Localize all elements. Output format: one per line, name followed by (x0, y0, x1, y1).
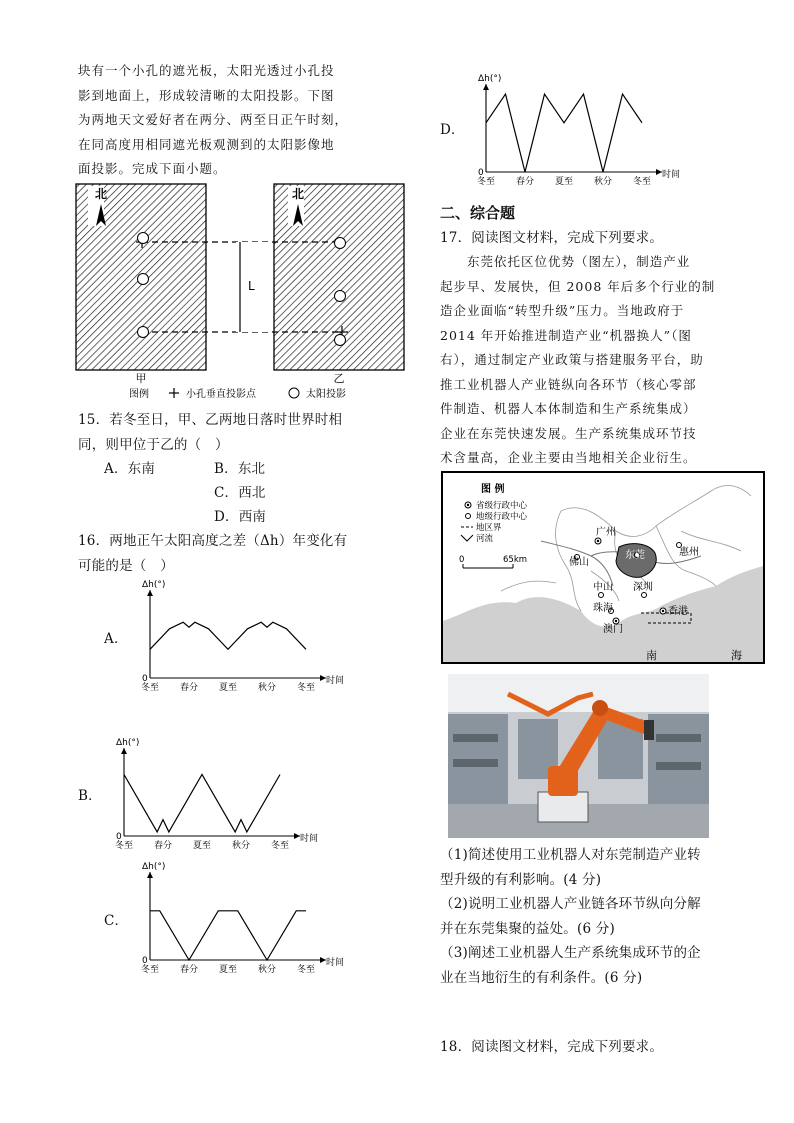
svg-text:省级行政中心: 省级行政中心 (476, 501, 528, 511)
q17-line: 件制造、机器人本体制造和生产系统集成） (440, 401, 697, 416)
y-axis-arrow-icon (147, 590, 153, 596)
x-tick-label: 冬至 (296, 683, 316, 693)
x-tick-label: 秋分 (257, 683, 277, 693)
q16-stem-line: 可能的是（ ） (78, 557, 174, 574)
q15-option-b[interactable]: B．东北 (214, 461, 266, 477)
q17-sub-2 (440, 892, 740, 941)
intro-line: 块有一个小孔的遮光板，太阳光透过小孔投 (78, 63, 335, 78)
question-16 (78, 529, 378, 578)
chart-option-b (104, 736, 319, 856)
distance-label: L (248, 279, 255, 293)
intro-line: 在同高度用相同遮光板观测到的太阳影像地 (78, 136, 335, 152)
svg-text:地级行政中心: 地级行政中心 (476, 512, 528, 522)
q17-sub-line: 业在当地衍生的有利条件。(6 分) (440, 969, 643, 986)
svg-text:惠州: 惠州 (679, 547, 699, 558)
legend-title: 图例 (129, 389, 149, 400)
svg-text:图 例: 图 例 (481, 484, 505, 495)
q17-line: 东莞依托区位优势（图左），制造产业 (440, 254, 691, 269)
svg-text:地区界: 地区界 (476, 523, 502, 533)
x-tick-label: 冬至 (114, 841, 134, 851)
chart-option-d (466, 72, 681, 192)
q17-line: 企业在东莞快速发展。生产系统集成环节技 (440, 425, 697, 441)
q17-subquestions (440, 843, 740, 990)
x-tick-label: 夏至 (218, 965, 238, 975)
q15-option-d[interactable]: D．西南 (214, 509, 267, 525)
x-axis-label: 时间 (326, 676, 345, 686)
x-tick-label: 夏至 (192, 841, 212, 851)
x-tick-label: 夏至 (218, 683, 238, 693)
q15-option-c[interactable]: C．西北 (214, 485, 266, 501)
svg-text:广州: 广州 (596, 527, 616, 538)
q15-stem-line: 15．若冬至日，甲、乙两地日落时世界时相 (78, 412, 343, 428)
intro-paragraph (78, 59, 378, 182)
legend-circle-label: 太阳投影 (306, 389, 346, 400)
q17-sub-line: 并在东莞集聚的益处。(6 分) (440, 920, 615, 937)
y-axis-label: Δh(°) (116, 738, 140, 748)
pearl-river-delta-map (441, 471, 765, 664)
question-18: 18．阅读图文材料，完成下列要求。 (440, 1039, 664, 1055)
svg-text:香港: 香港 (668, 606, 688, 617)
q17-line: 右），通过制定产业政策与搭建服务平台，助 (440, 352, 704, 367)
svg-text:65km: 65km (503, 555, 528, 565)
origin-label: 0 (142, 674, 148, 684)
q17-sub-line: （3)阐述工业机器人生产系统集成环节的企 (440, 945, 701, 961)
y-axis-arrow-icon (147, 872, 153, 878)
y-axis-arrow-icon (121, 748, 127, 754)
x-tick-label: 冬至 (140, 965, 160, 975)
svg-text:北: 北 (291, 187, 305, 201)
intro-line: 面投影。完成下面小题。 (78, 161, 227, 176)
x-tick-label: 春分 (153, 841, 173, 851)
chart-option-a (130, 578, 345, 698)
x-tick-label: 秋分 (231, 841, 251, 851)
x-tick-label: 冬至 (476, 177, 496, 187)
q17-line: 2014 年开始推进制造产业“机器换人”（图 (440, 327, 692, 343)
delta-h-line (150, 622, 306, 649)
delta-h-line (486, 94, 642, 172)
sea-label-sea: 海 (731, 649, 742, 662)
y-axis-label: Δh(°) (142, 580, 166, 590)
q16-option-b-label[interactable]: B． (78, 788, 102, 804)
x-tick-label: 夏至 (554, 177, 574, 187)
question-15 (78, 408, 378, 457)
svg-text:北: 北 (94, 187, 108, 201)
x-tick-label: 冬至 (296, 965, 316, 975)
chart-option-c (130, 860, 345, 980)
q17-sub-1 (440, 843, 740, 892)
x-tick-label: 秋分 (593, 177, 613, 187)
x-tick-label: 冬至 (140, 683, 160, 693)
x-axis-label: 时间 (326, 958, 345, 968)
north-arrow-icon (288, 186, 304, 226)
svg-text:0: 0 (459, 555, 465, 565)
y-axis-label: Δh(°) (478, 74, 502, 84)
sun-projection-figure (74, 182, 409, 404)
q17-stem: 17．阅读图文材料，完成下列要求。 (440, 230, 664, 246)
intro-line: 影到地面上，形成较清晰的太阳投影。下图 (78, 87, 335, 103)
svg-text:东莞: 东莞 (625, 550, 645, 561)
x-axis-label: 时间 (662, 170, 681, 180)
legend-plus-label: 小孔垂直投影点 (186, 389, 256, 400)
q17-material (440, 250, 740, 471)
svg-text:澳门: 澳门 (603, 624, 623, 635)
sea-label-south: 南 (646, 649, 657, 662)
q17-line: 造企业面临“转型升级”压力。当地政府于 (440, 303, 685, 318)
q17-sub-line: （1)简述使用工业机器人对东莞制造产业转 (440, 847, 701, 863)
x-tick-label: 春分 (179, 965, 199, 975)
delta-h-line (124, 775, 280, 832)
q17-line: 起步早、发展快，但 2008 年后多个行业的制 (440, 278, 716, 294)
q16-option-d-label[interactable]: D． (440, 122, 465, 138)
label-yi: 乙 (333, 372, 345, 385)
svg-text:河流: 河流 (476, 534, 494, 544)
q16-option-a-label[interactable]: A． (104, 631, 128, 647)
q16-stem-line: 16．两地正午太阳高度之差（Δh）年变化有 (78, 533, 348, 549)
q16-option-c-label[interactable]: C． (104, 913, 129, 929)
x-axis-label: 时间 (300, 834, 319, 844)
origin-label: 0 (116, 832, 122, 842)
q15-option-a[interactable]: A．东南 (104, 461, 156, 477)
industrial-robot-photo (448, 674, 709, 838)
q15-stem-line: 同，则甲位于乙的（ ） (78, 436, 229, 453)
q17-sub-line: （2)说明工业机器人产业链各环节纵向分解 (440, 896, 701, 912)
intro-line: 为两地天文爱好者在两分、两至日正午时刻， (78, 112, 349, 127)
y-axis-arrow-icon (483, 84, 489, 90)
origin-label: 0 (478, 168, 484, 178)
origin-label: 0 (142, 956, 148, 966)
x-tick-label: 春分 (179, 683, 199, 693)
svg-text:深圳: 深圳 (633, 582, 653, 593)
q17-sub-line: 型升级的有利影响。(4 分) (440, 871, 602, 888)
delta-h-line (150, 911, 306, 960)
section-2-heading: 二、综合题 (440, 204, 516, 222)
svg-text:中山: 中山 (593, 582, 613, 593)
x-tick-label: 冬至 (632, 177, 652, 187)
x-tick-label: 秋分 (257, 965, 277, 975)
q17-sub-3 (440, 941, 740, 990)
q17-line: 术含量高，企业主要由当地相关企业衍生。 (440, 450, 697, 465)
svg-text:佛山: 佛山 (569, 557, 589, 568)
label-jia: 甲 (135, 372, 147, 385)
q17-line: 推工业机器人产业链纵向各环节（核心零部 (440, 376, 697, 392)
y-axis-label: Δh(°) (142, 862, 166, 872)
x-tick-label: 春分 (515, 177, 535, 187)
svg-text:珠海: 珠海 (593, 603, 613, 614)
x-tick-label: 冬至 (270, 841, 290, 851)
